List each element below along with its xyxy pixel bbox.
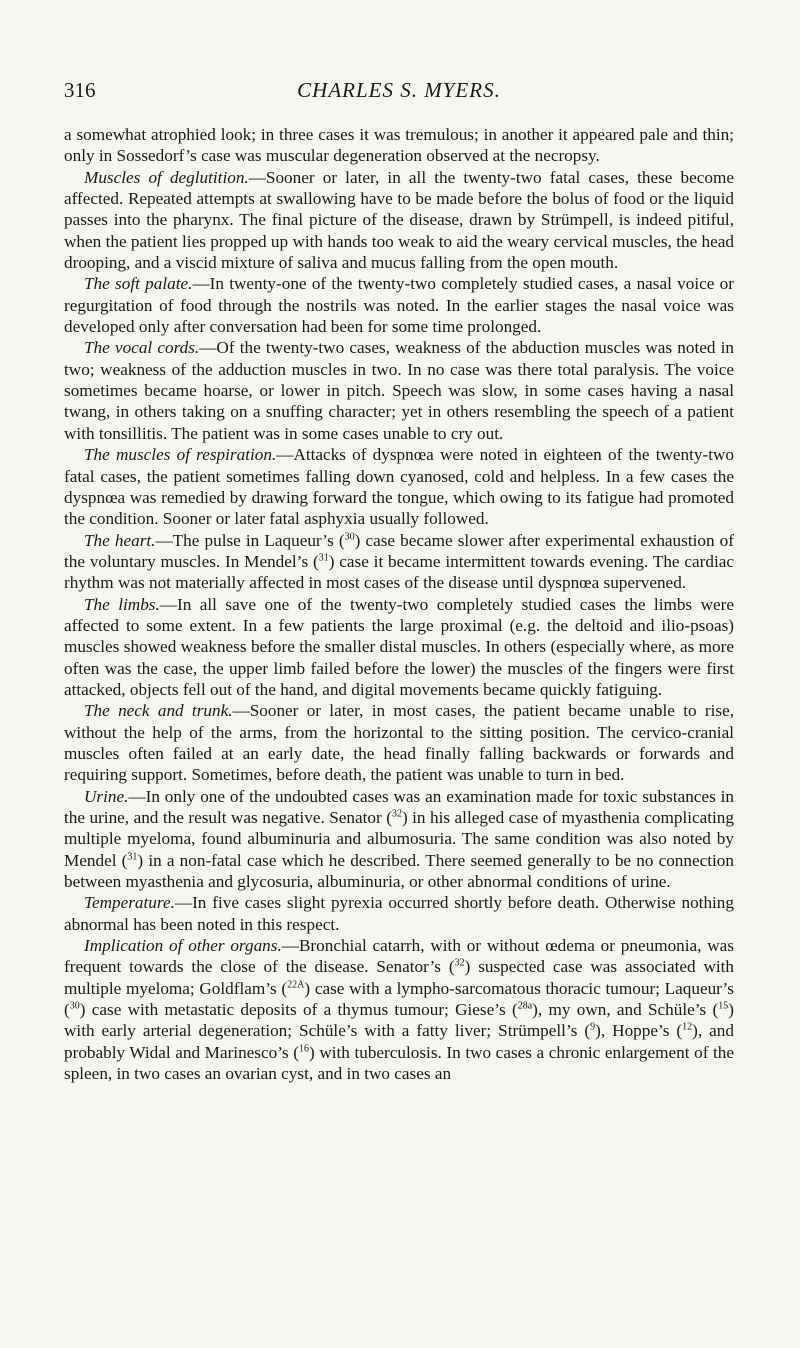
reference-number: 30 <box>344 530 355 542</box>
reference-number: 32 <box>454 957 465 969</box>
section-vocal-cords <box>64 337 734 444</box>
reference-number: 9 <box>590 1021 596 1033</box>
section-title: The neck and trunk. <box>84 701 233 721</box>
section-limbs <box>64 594 734 701</box>
reference-number: 22A <box>287 979 305 991</box>
reference-number: 31 <box>127 850 138 862</box>
section-soft-palate <box>64 273 734 337</box>
reference-number: 31 <box>318 552 329 564</box>
section-text: —Bronchial catarrh, with or without œdema or pneumonia, was frequent towards the close of the disease. Senator’s ($^{32}$) suspected case was associated with multiple myeloma; Goldflam’s ($^{22A}$) case with a lympho-sarcomatous thoracic tumour; Laqueur’s ($^{30}$) case with metastatic deposits of a thymus tumour; Giese’s ($^{28a}$), my own, and Schüle’s ($^{15}$) with early arterial degeneration; Schüle’s with a fatty liver; Strümpell’s ($^9$), Hoppe’s ($^{12}$), and probably Widal and Marinesco’s ($^{16}$) with tuberculosis. In two cases a chronic enlargement of the spleen, in two cases an ovarian cyst, and in two cases an <box>64 936 735 1084</box>
paragraph-intro: a somewhat atrophied look; in three cases it was tremulous; in another it appeared pale and thin; only in Sossedorf’s case was muscular degeneration observed at the necropsy. <box>64 125 734 166</box>
section-text: —In only one of the undoubted cases was an examination made for toxic substances in the urine, and the result was negative. Senator ($^{32}$) in his alleged case of myasthenia complicating multiple myeloma, found albuminuria and albumosuria. The same condition was also noted by Mendel ($^{31}$) in a non-fatal case which he described. There seemed generally to be no connection between myasthenia and glycosuria, albuminuria, or other abnormal conditions of urine. <box>64 786 734 892</box>
running-head: CHARLES S. MYERS. <box>297 78 501 102</box>
section-title: The muscles of respiration. <box>84 445 277 465</box>
reference-number: 30 <box>69 1000 80 1012</box>
section-respiration <box>64 444 734 529</box>
section-text: —In twenty-one of the twenty-two completely studied cases, a nasal voice or regurgitation of food through the nostrils was noted. In the earlier stages the nasal voice was developed only after conversation had been for some time prolonged. <box>64 274 734 337</box>
section-temperature <box>64 892 734 935</box>
section-neck-trunk <box>64 700 734 785</box>
reference-number: 32 <box>391 808 402 820</box>
reference-number: 16 <box>299 1043 309 1055</box>
reference-number: 28a <box>517 1000 533 1012</box>
reference-number: 15 <box>718 1000 729 1012</box>
page-header <box>64 78 734 112</box>
section-title: Muscles of deglutition. <box>84 167 249 187</box>
section-heart <box>64 530 734 594</box>
section-deglutition <box>64 167 734 274</box>
section-text: —The pulse in Laqueur’s ($^{30}$) case became slower after experimental exhaustion of the voluntary muscles. In Mendel’s ($^{31}$) case it became intermittent towards evening. The cardiac rhythm was not materially affected in most cases of the disease until dyspnœa supervened. <box>64 530 735 593</box>
section-title: Urine. <box>84 786 129 806</box>
section-text: —In all save one of the twenty-two completely studied cases the limbs were affected to some extent. In a few patients the large proximal (e.g. the deltoid and ilio-psoas) muscles showed weakness before the smaller distal muscles. In others (especially where, as more often was the case, the upper limb failed before the lower) the muscles of the fingers were first attacked, objects fell out of the hand, and digital movements became quickly fatiguing. <box>64 594 734 699</box>
page-number: 316 <box>64 78 96 102</box>
section-title: The soft palate. <box>84 274 193 294</box>
section-urine <box>64 786 734 893</box>
section-title: The heart. <box>84 530 156 550</box>
section-text: —Sooner or later, in all the twenty-two fatal cases, these become affected. Repeated attempts at swallowing have to be made before the bolus of food or the liquid passes into the pharynx. The final picture of the disease, drawn by Strümpell, is indeed pitiful, when the patient lies propped up with hands too weak to aid the weary cervical muscles, the head drooping, and a viscid mixture of saliva and mucus falling from the open mouth. <box>64 167 734 273</box>
section-title: Implication of other organs. <box>84 936 282 956</box>
section-text: —In five cases slight pyrexia occurred shortly before death. Otherwise nothing abnormal has been noted in this respect. <box>64 893 734 934</box>
section-title: Temperature. <box>84 893 175 913</box>
section-other-organs <box>64 935 734 1084</box>
section-title: The limbs. <box>84 594 160 614</box>
section-title: The vocal cords. <box>84 338 200 358</box>
section-text: —Of the twenty-two cases, weakness of the abduction muscles was noted in two; weakness of the adduction muscles in two. In no case was there total paralysis. The voice sometimes became hoarse, or lower in pitch. Speech was slow, in some cases having a nasal twang, in others taking on a snuffing character; yet in others resembling the speech of a patient with tonsillitis. The patient was in some cases unable to cry out. <box>64 338 734 443</box>
section-text: —Attacks of dyspnœa were noted in eighteen of the twenty-two fatal cases, the patient sometimes falling down cyanosed, cold and helpless. In a few cases the dyspnœa was remedied by drawing forward the tongue, which owing to its fatigue had promoted the condition. Sooner or later fatal asphyxia usually followed. <box>64 445 734 529</box>
section-text: —Sooner or later, in most cases, the patient became unable to rise, without the help of the arms, from the horizontal to the sitting position. The cervico-cranial muscles often failed at an early date, the head finally falling backwards or forwards and requiring support. Sometimes, before death, the patient was unable to turn in bed. <box>64 701 735 785</box>
reference-number: 12 <box>682 1021 693 1033</box>
body-text <box>64 124 734 1084</box>
